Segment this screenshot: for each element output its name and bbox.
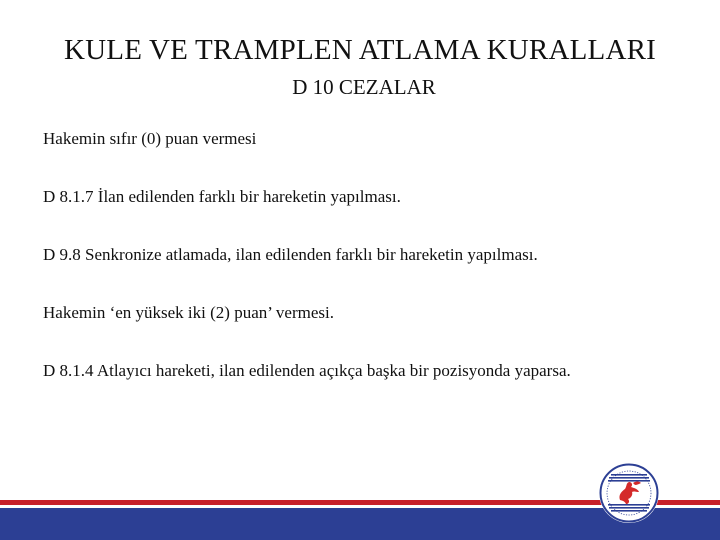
- content-line-penalty-zero: Hakemin sıfır (0) puan vermesi: [43, 129, 257, 148]
- content-line-rule-d98: D 9.8 Senkronize atlamada, ilan edilenden farklı bir hareketin yapılması.: [43, 245, 538, 264]
- content-line-rule-d817: D 8.1.7 İlan edilenden farklı bir hareketin yapılması.: [43, 187, 401, 206]
- content-line-penalty-two: Hakemin ‘en yüksek iki (2) puan’ vermesi.: [43, 303, 334, 322]
- federation-emblem-icon: [598, 462, 660, 524]
- slide-subtitle: D 10 CEZALAR: [292, 75, 436, 99]
- slide-content: [43, 128, 693, 418]
- content-line-rule-d814: D 8.1.4 Atlayıcı hareketi, ilan edilenden açıkça başka bir pozisyonda yaparsa.: [43, 361, 571, 380]
- slide-title: KULE VE TRAMPLEN ATLAMA KURALLARI: [64, 34, 656, 66]
